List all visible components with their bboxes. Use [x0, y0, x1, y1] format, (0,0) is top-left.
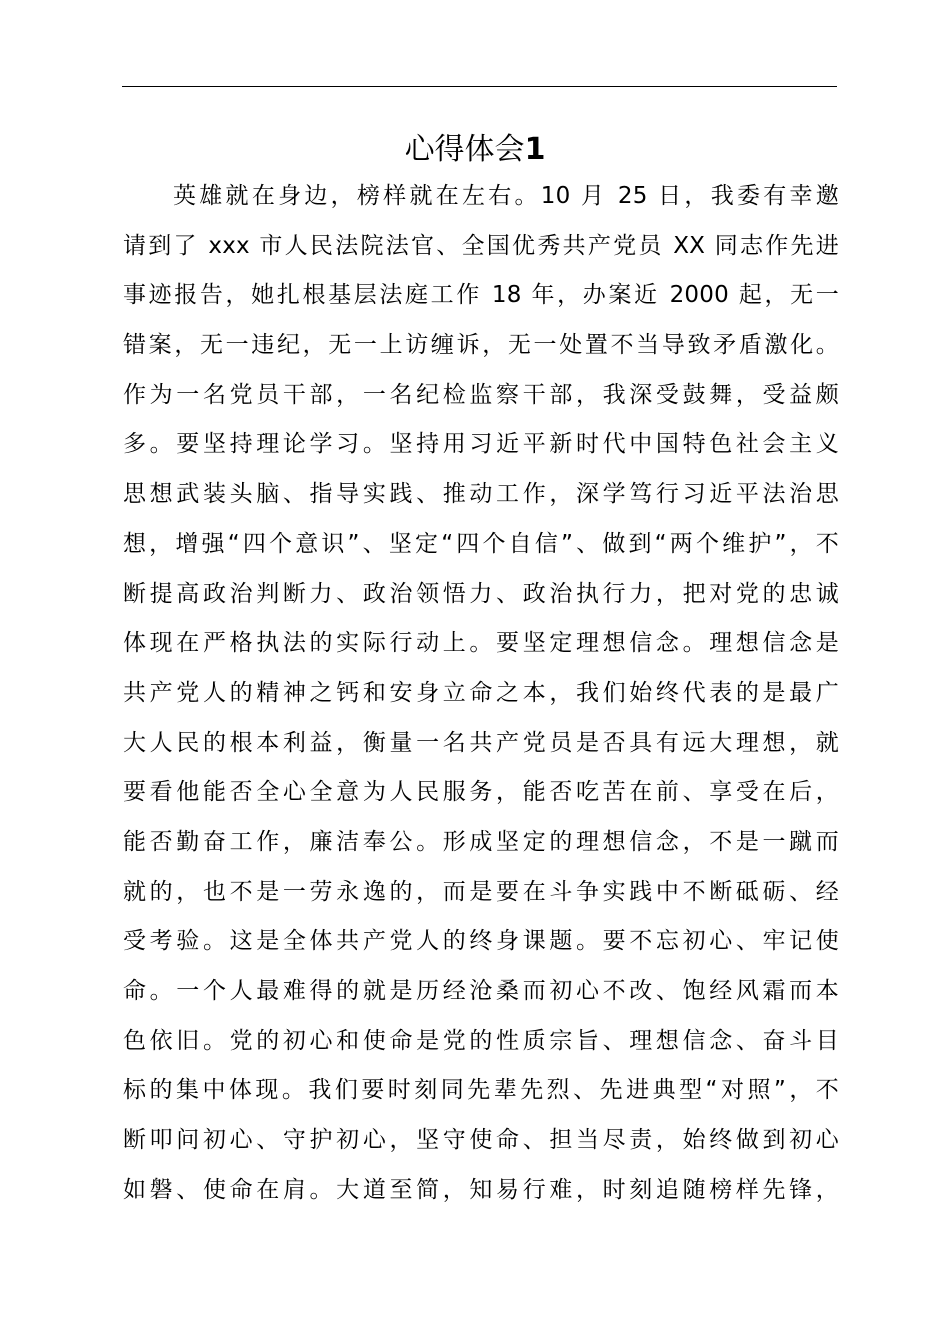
text-line: 如磐、使命在肩。大道至简，知易行难，时刻追随榜样先锋， — [123, 1176, 839, 1203]
text-line: 命。一个人最难得的就是历经沧桑而初心不改、饱经风霜而本 — [123, 978, 839, 1004]
text-line: 能否勤奋工作，廉洁奉公。形成坚定的理想信念，不是一蹴而 — [123, 828, 839, 855]
text-line: 大人民的根本利益，衡量一名共产党员是否具有远大理想，就 — [123, 729, 839, 756]
document-title — [0, 125, 950, 175]
text-line: 就的，也不是一劳永逸的，而是要在斗争实践中不断砥砺、经 — [123, 878, 839, 905]
text-line: 体现在严格执法的实际行动上。要坚定理想信念。理想信念是 — [123, 630, 839, 657]
text-line: 色依旧。党的初心和使命是党的性质宗旨、理想信念、奋斗目 — [123, 1027, 839, 1054]
header-rule — [122, 86, 837, 87]
text-line: 错案，无一违纪，无一上访缠诉，无一处置不当导致矛盾激化。 — [123, 332, 839, 359]
text-line: 思想武装头脑、指导实践、推动工作，深学笃行习近平法治思 — [123, 481, 839, 508]
text-line: 想，增强“四个意识”、坚定“四个自信”、做到“两个维护”，不 — [123, 530, 839, 557]
text-line: 断提高政治判断力、政治领悟力、政治执行力，把对党的忠诚 — [123, 580, 839, 607]
text-line: 多。要坚持理论学习。坚持用习近平新时代中国特色社会主义 — [123, 431, 839, 458]
text-line: 作为一名党员干部，一名纪检监察干部，我深受鼓舞，受益颇 — [123, 381, 839, 408]
text-line: 请到了 xxx 市人民法院法官、全国优秀共产党员 XX 同志作先进 — [123, 232, 839, 259]
text-line: 标的集中体现。我们要时刻同先辈先烈、先进典型“对照”，不 — [123, 1077, 839, 1104]
title-number: 1 — [524, 132, 546, 167]
text-line: 事迹报告，她扎根基层法庭工作 18 年，办案近 2000 起，无一 — [123, 282, 839, 309]
text-line: 共产党人的精神之钙和安身立命之本，我们始终代表的是最广 — [123, 679, 839, 706]
text-line: 受考验。这是全体共产党人的终身课题。要不忘初心、牢记使 — [123, 928, 839, 955]
body-paragraph — [123, 172, 839, 1215]
text-line: 要看他能否全心全意为人民服务，能否吃苦在前、享受在后， — [123, 779, 839, 806]
text-line: 断叩问初心、守护初心，坚守使命、担当尽责，始终做到初心 — [123, 1127, 839, 1154]
text-line: 英雄就在身边，榜样就在左右。10 月 25 日，我委有幸邀 — [173, 183, 839, 209]
title-text: 心得体会 — [404, 132, 525, 167]
